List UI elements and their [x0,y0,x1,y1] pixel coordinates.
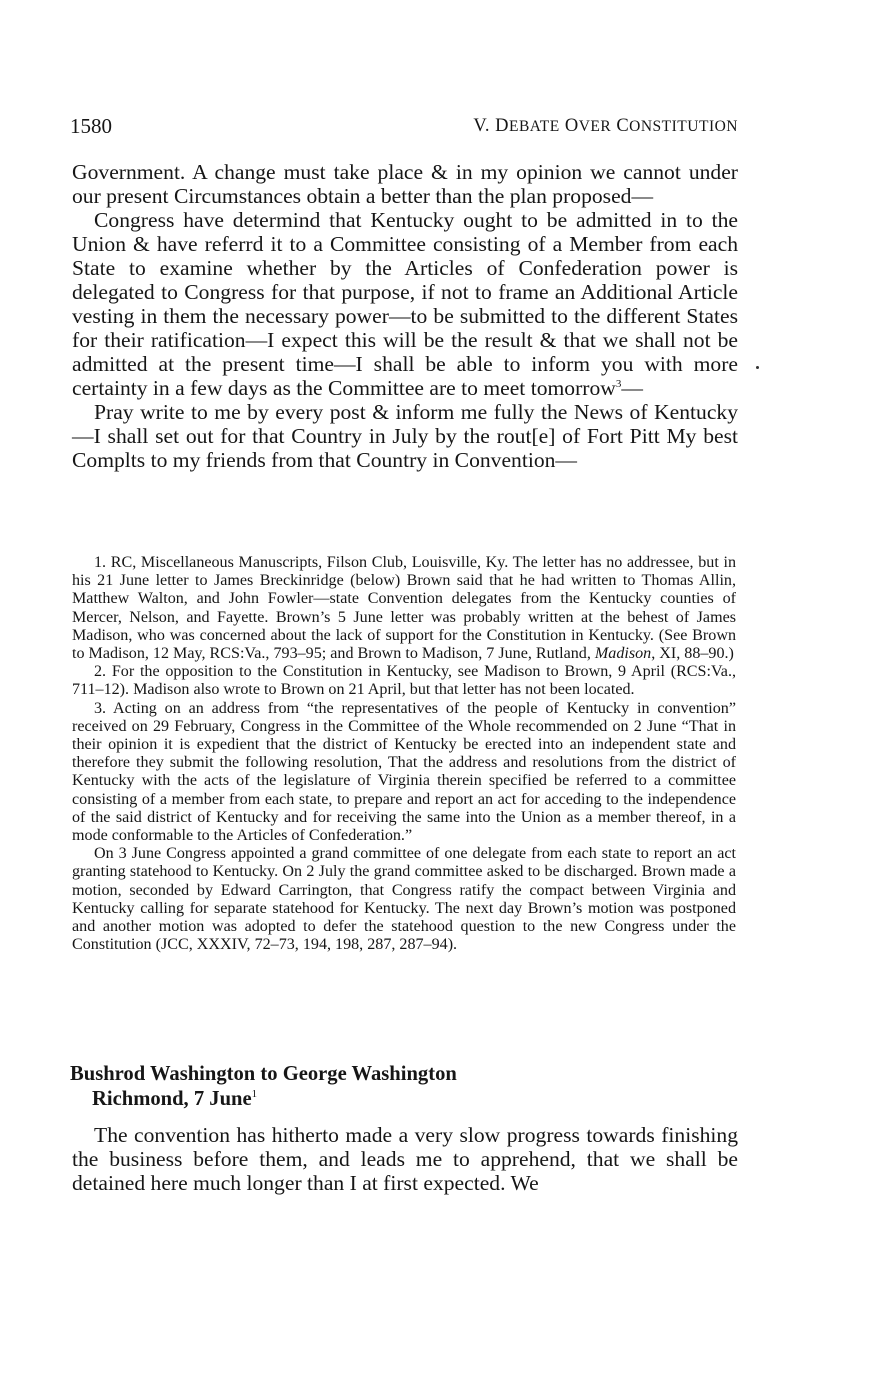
place-date-text: Richmond, 7 June [92,1088,252,1110]
letter-paragraph: Government. A change must take place & in my opinion we cannot under our present Circumstances obtain a better than the plan proposed— [72,160,738,208]
page-number: 1580 [70,114,112,138]
stray-mark [756,366,759,369]
document-place-date [70,1087,738,1112]
footnote: On 3 June Congress appointed a grand committee of one delegate from each state to report an act granting statehood to Kentucky. On 2 July the grand committee asked to be discharged. Brown made a motion, seconded by Edward Carrington, that Congress ratify the compact between Virginia and Kentucky calling for separate statehood for Kentucky. The next day Brown’s motion was postponed and another motion was adopted to defer the statehood question to the new Congress under the Constitution (JCC, XXXIV, 72–73, 194, 198, 287, 287–94). [72,845,736,954]
footnote-text: , XI, 88–90.) [651,645,734,663]
letter-paragraph: The convention has hitherto made a very slow progress towards finishing the business before them, and leads me to apprehend, that we shall be detained here much longer than I at first expected. We [72,1123,738,1195]
letter-text: — [621,376,643,400]
footnote [72,554,736,663]
running-head-part: O [559,116,579,136]
footnote-ref: 1 [251,1088,258,1101]
next-letter-body [72,1123,738,1195]
footnote: 3. Acting on an address from “the representatives of the people of Kentucky in convention” received on 29 February, Congress in the Committee of the Whole recommended on 2 June “That in their opinion it is expedient that the district of Kentucky be erected into an independent state and therefore they submit the following resolution, That the address and resolutions from the district of Kentucky with the acts of the legislature of Virginia therein specified be referred to a committee consisting of a member from each state, to prepare and report an act for acceding to the independence of the said district of Kentucky and for receiving the same into the Union as a member thereof, in a mode conformable to the Articles of Confederation.” [72,699,736,845]
running-head-part: VER [578,118,612,135]
footnote-text: 1. RC, Miscellaneous Manuscripts, Filson Club, Louisville, Ky. The letter has no addressee, but in his 21 June letter to James Breckinridge (below) Brown said that he had written to Thomas Allin, Matthew Walton, and John Fowler—state Convention delegates from the Kentucky counties of Mercer, Nelson, and Fayette. Brown’s 5 June letter was probably written at the behest of James Madison, who was concerned about the lack of support for the Constitution in Kentucky. (See Brown to Madison, 12 May, RCS:Va., 793–95; and Brown to Madison, 7 June, Rutland, [72,554,736,663]
footnote: 2. For the opposition to the Constitution in Kentucky, see Madison to Brown, 9 April (RCS:Va., 711–12). Madison also wrote to Brown on 21 April, but that letter has not been located. [72,663,736,699]
footnotes [72,554,736,954]
running-head-part: ONSTITUTION [629,118,738,135]
running-head [473,116,738,137]
running-head-part: V. D [473,116,509,136]
letter-text: Congress have determind that Kentucky ought to be admitted in to the Union & have referrd it to a Committee consisting of a Member from each State to examine whether by the Articles of Confederation power is delegated to Congress for that purpose, if not to frame an Additional Article vesting in them the necessary power—to be submitted to the different States for their ratification—I expect this will be the result & that we shall not be admitted at the present time—I shall be able to inform you with more certainty in a few days as the Committee are to meet tomorrow [72,208,738,400]
footnote-ref: 3 [615,377,622,390]
footnote-italic: Madison [594,645,652,663]
document-title: Bushrod Washington to George Washington [70,1063,457,1085]
document-heading [70,1062,738,1112]
running-head-part: C [611,116,630,136]
letter-body [72,160,738,472]
page-header [70,114,738,142]
letter-paragraph: Pray write to me by every post & inform me fully the News of Kentucky—I shall set out for that Country in July by the rout[e] of Fort Pitt My best Complts to my friends from that Country in Convention— [72,400,738,472]
running-head-part: EBATE [508,118,560,135]
letter-paragraph [72,208,738,400]
